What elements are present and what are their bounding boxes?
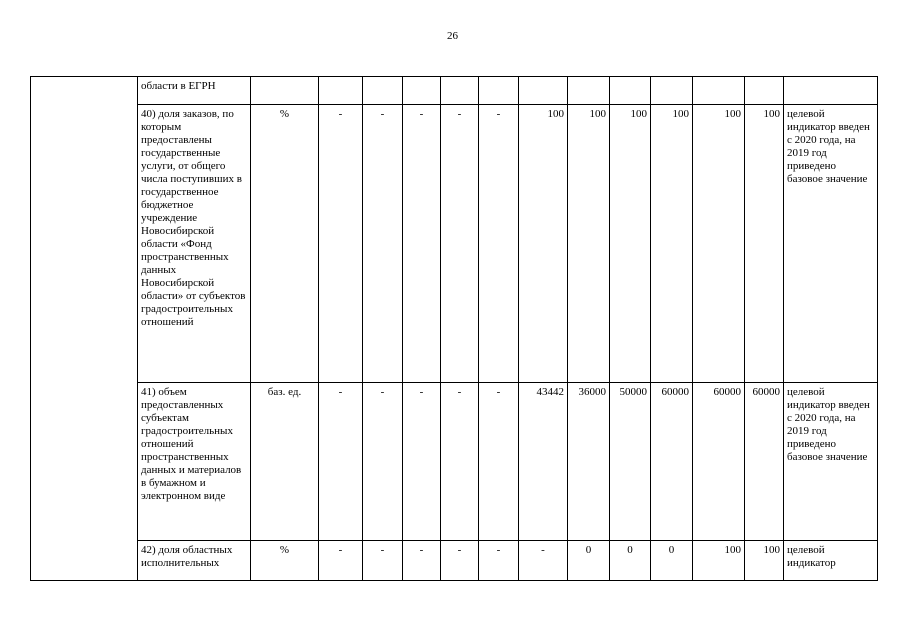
empty-cell <box>745 77 784 105</box>
value-cell: - <box>403 105 441 383</box>
empty-cell <box>568 77 610 105</box>
empty-cell <box>651 77 693 105</box>
value-cell: 43442 <box>519 383 568 541</box>
value-cell: 100 <box>568 105 610 383</box>
value-cell: - <box>441 541 479 581</box>
value-cell: - <box>479 541 519 581</box>
value-cell: - <box>319 383 363 541</box>
value-cell: 100 <box>693 105 745 383</box>
empty-cell <box>363 77 403 105</box>
value-cell: - <box>319 105 363 383</box>
empty-cell <box>251 77 319 105</box>
table-row-indicator-40 <box>31 105 878 383</box>
value-cell: 100 <box>610 105 651 383</box>
value-cell: - <box>319 541 363 581</box>
value-cell: 100 <box>745 105 784 383</box>
value-cell: 50000 <box>610 383 651 541</box>
value-cell: 100 <box>519 105 568 383</box>
value-cell: - <box>363 105 403 383</box>
value-cell: - <box>519 541 568 581</box>
merged-first-column-cell <box>31 77 138 581</box>
indicator-name-cell: 42) доля областных исполнительных <box>138 541 251 581</box>
indicator-name-cell: области в ЕГРН <box>138 77 251 105</box>
value-cell: 36000 <box>568 383 610 541</box>
value-cell: - <box>479 383 519 541</box>
empty-cell <box>441 77 479 105</box>
value-cell: - <box>403 541 441 581</box>
indicators-table <box>30 76 878 581</box>
empty-cell <box>403 77 441 105</box>
note-cell: целевой индикатор <box>784 541 878 581</box>
value-cell: 0 <box>651 541 693 581</box>
value-cell: - <box>403 383 441 541</box>
value-cell: 60000 <box>693 383 745 541</box>
empty-cell <box>319 77 363 105</box>
empty-cell <box>610 77 651 105</box>
note-cell: целевой индикатор введен с 2020 года, на 2019 год приведено базовое значение <box>784 383 878 541</box>
table-row-continuation <box>31 77 878 105</box>
value-cell: 100 <box>745 541 784 581</box>
value-cell: - <box>363 541 403 581</box>
unit-cell: % <box>251 541 319 581</box>
unit-cell: баз. ед. <box>251 383 319 541</box>
table-row-indicator-41 <box>31 383 878 541</box>
page-number: 26 <box>447 30 458 42</box>
empty-cell <box>479 77 519 105</box>
value-cell: 0 <box>568 541 610 581</box>
empty-cell <box>519 77 568 105</box>
value-cell: 60000 <box>651 383 693 541</box>
note-cell: целевой индикатор введен с 2020 года, на 2019 год приведено базовое значение <box>784 105 878 383</box>
value-cell: 100 <box>693 541 745 581</box>
value-cell: 60000 <box>745 383 784 541</box>
value-cell: - <box>441 383 479 541</box>
value-cell: - <box>441 105 479 383</box>
indicator-name-cell: 41) объем предоставленных субъектам градостроительных отношений пространственных данных и материалов в бумажном и электронном виде <box>138 383 251 541</box>
value-cell: - <box>479 105 519 383</box>
unit-cell: % <box>251 105 319 383</box>
value-cell: - <box>363 383 403 541</box>
value-cell: 100 <box>651 105 693 383</box>
table-row-indicator-42 <box>31 541 878 581</box>
empty-cell <box>693 77 745 105</box>
indicator-name-cell: 40) доля заказов, по которым предоставлены государственные услуги, от общего числа поступивших в государственное бюджетное учреждение Новосибирской области «Фонд пространственных данных Новосибирской области» от субъектов градостроительных отношений <box>138 105 251 383</box>
value-cell: 0 <box>610 541 651 581</box>
empty-cell <box>784 77 878 105</box>
